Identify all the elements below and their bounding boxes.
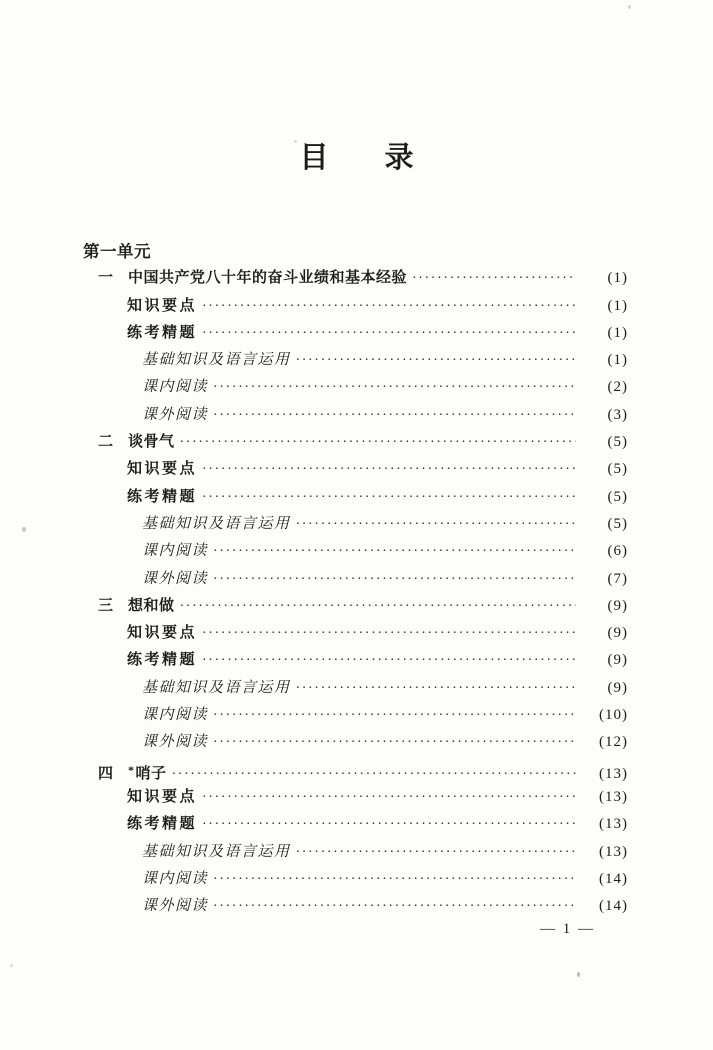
toc-row — [83, 484, 628, 511]
dot-leader — [180, 429, 576, 456]
page-number: (9) — [607, 597, 628, 614]
dot-leader — [202, 293, 576, 320]
folio-page-number: — 1 — — [540, 921, 595, 937]
toc-row — [83, 729, 628, 756]
toc-entry-label — [127, 484, 197, 511]
toc-entry-label — [127, 811, 197, 838]
toc-entry-text: 练考精题 — [127, 652, 198, 669]
toc-entry-label — [142, 893, 208, 920]
toc-entry-text: 课外阅读 — [142, 734, 209, 751]
toc-entry-label — [83, 238, 151, 265]
toc-row — [83, 293, 628, 320]
dot-leader — [296, 347, 576, 374]
dot-leader — [213, 402, 576, 429]
dot-leader — [213, 866, 576, 893]
toc-entry-text: 练考精题 — [127, 324, 198, 341]
toc-row — [83, 429, 628, 456]
page-number: (13) — [599, 765, 628, 782]
scan-speck — [628, 5, 631, 9]
page-number: (6) — [607, 543, 628, 560]
page-number: (1) — [607, 297, 628, 314]
toc-entry-text: 谈骨气 — [128, 434, 175, 451]
toc-row — [83, 784, 628, 811]
dot-leader — [202, 784, 576, 811]
dot-leader — [202, 811, 576, 838]
toc-entry-label — [142, 566, 208, 593]
toc-entry-text: 基础知识及语言运用 — [142, 352, 291, 369]
page-number: (5) — [607, 515, 628, 532]
page-title-char: 录 — [384, 142, 414, 174]
toc-row — [83, 456, 628, 483]
page-title — [0, 141, 713, 175]
dot-leader — [202, 456, 576, 483]
page-number: (2) — [607, 379, 628, 396]
toc-entry-label — [142, 347, 291, 374]
toc-entry-text: 课外阅读 — [142, 570, 209, 587]
dot-leader — [202, 620, 576, 647]
toc-row — [83, 647, 628, 674]
lesson-number: 三 — [98, 597, 114, 614]
toc-entry-text: 课内阅读 — [142, 543, 209, 560]
toc-entry-label — [142, 729, 208, 756]
toc-entry-text: 基础知识及语言运用 — [142, 843, 291, 860]
toc-row — [83, 757, 628, 784]
toc-entry-text: 知识要点 — [127, 461, 198, 478]
page-number: (13) — [599, 816, 628, 833]
page-number: (9) — [607, 625, 628, 642]
scan-speck — [294, 140, 297, 143]
dot-leader — [213, 566, 576, 593]
toc-list — [83, 238, 628, 920]
page-number: (1) — [607, 352, 628, 369]
toc-entry-text: 练考精题 — [127, 816, 198, 833]
dot-leader — [202, 320, 576, 347]
toc-entry-text: 课外阅读 — [142, 406, 209, 423]
page-number: (13) — [599, 843, 628, 860]
page-number: (9) — [607, 652, 628, 669]
toc-row — [83, 511, 628, 538]
toc-entry-label — [142, 702, 208, 729]
toc-row — [83, 675, 628, 702]
scan-speck — [22, 527, 26, 532]
page-number: (12) — [599, 734, 628, 751]
page-number: (1) — [607, 270, 628, 287]
dot-leader — [412, 265, 576, 292]
page-number: (5) — [607, 488, 628, 505]
dot-leader — [213, 374, 576, 401]
dot-leader — [213, 729, 576, 756]
page-number: (5) — [607, 461, 628, 478]
dot-leader — [202, 484, 576, 511]
toc-entry-label — [127, 456, 197, 483]
toc-row — [83, 374, 628, 401]
dot-leader — [213, 702, 576, 729]
page-number: (14) — [599, 870, 628, 887]
toc-row — [83, 593, 628, 620]
dot-leader — [213, 538, 576, 565]
toc-row — [83, 238, 628, 265]
toc-row — [83, 265, 628, 292]
lesson-number: 二 — [98, 434, 114, 451]
toc-entry-label — [128, 265, 407, 292]
toc-entry-label — [128, 429, 175, 456]
toc-entry-label — [127, 620, 197, 647]
toc-entry-text: 课外阅读 — [142, 898, 209, 915]
toc-entry-text: 想和做 — [128, 597, 175, 614]
page-number: (13) — [599, 788, 628, 805]
toc-entry-label — [142, 402, 208, 429]
toc-row — [83, 347, 628, 374]
toc-entry-text: 第一单元 — [83, 242, 151, 261]
dot-leader — [296, 675, 576, 702]
dot-leader — [202, 647, 576, 674]
toc-entry-text: 知识要点 — [127, 788, 198, 805]
page-title-char: 目 — [299, 142, 329, 174]
scan-speck — [577, 972, 580, 977]
toc-entry-text: 基础知识及语言运用 — [142, 515, 291, 532]
toc-entry-text: 知识要点 — [127, 625, 198, 642]
lesson-number: 一 — [98, 270, 114, 287]
dot-leader — [180, 593, 576, 620]
toc-entry-label — [127, 647, 197, 674]
toc-row — [83, 866, 628, 893]
toc-entry-text: 课内阅读 — [142, 707, 209, 724]
toc-entry-label — [142, 866, 208, 893]
toc-entry-text: 课内阅读 — [142, 379, 209, 396]
toc-entry-text: 基础知识及语言运用 — [142, 679, 291, 696]
page-number: (10) — [599, 707, 628, 724]
toc-entry-label — [142, 538, 208, 565]
toc-entry-label — [142, 511, 291, 538]
toc-entry-label — [142, 839, 291, 866]
toc-row — [83, 538, 628, 565]
page-number: (14) — [599, 898, 628, 915]
page-number: (7) — [607, 570, 628, 587]
dot-leader — [296, 839, 576, 866]
toc-entry-text: 中国共产党八十年的奋斗业绩和基本经验 — [128, 270, 408, 287]
toc-entry-label — [142, 675, 291, 702]
toc-row — [83, 566, 628, 593]
page-number: (1) — [607, 324, 628, 341]
toc-row — [83, 620, 628, 647]
toc-row — [83, 811, 628, 838]
dot-leader — [296, 511, 576, 538]
toc-entry-text: 哨子 — [135, 765, 167, 782]
toc-entry-text: 练考精题 — [127, 488, 198, 505]
dot-leader — [213, 893, 576, 920]
toc-entry-label — [127, 320, 197, 347]
toc-row — [83, 702, 628, 729]
toc-entry-label — [127, 293, 197, 320]
toc-entry-label — [142, 374, 208, 401]
lesson-number: 四 — [98, 765, 114, 782]
toc-entry-label — [127, 784, 197, 811]
toc-entry-text: 课内阅读 — [142, 870, 209, 887]
scan-speck — [10, 964, 13, 967]
toc-row — [83, 839, 628, 866]
page-number: (9) — [607, 679, 628, 696]
footnote-asterisk-marker: * — [128, 762, 135, 777]
toc-entry-text: 知识要点 — [127, 297, 198, 314]
page-number: (3) — [607, 406, 628, 423]
page-number: (5) — [607, 434, 628, 451]
toc-entry-label — [128, 593, 175, 620]
toc-row — [83, 320, 628, 347]
toc-row — [83, 402, 628, 429]
